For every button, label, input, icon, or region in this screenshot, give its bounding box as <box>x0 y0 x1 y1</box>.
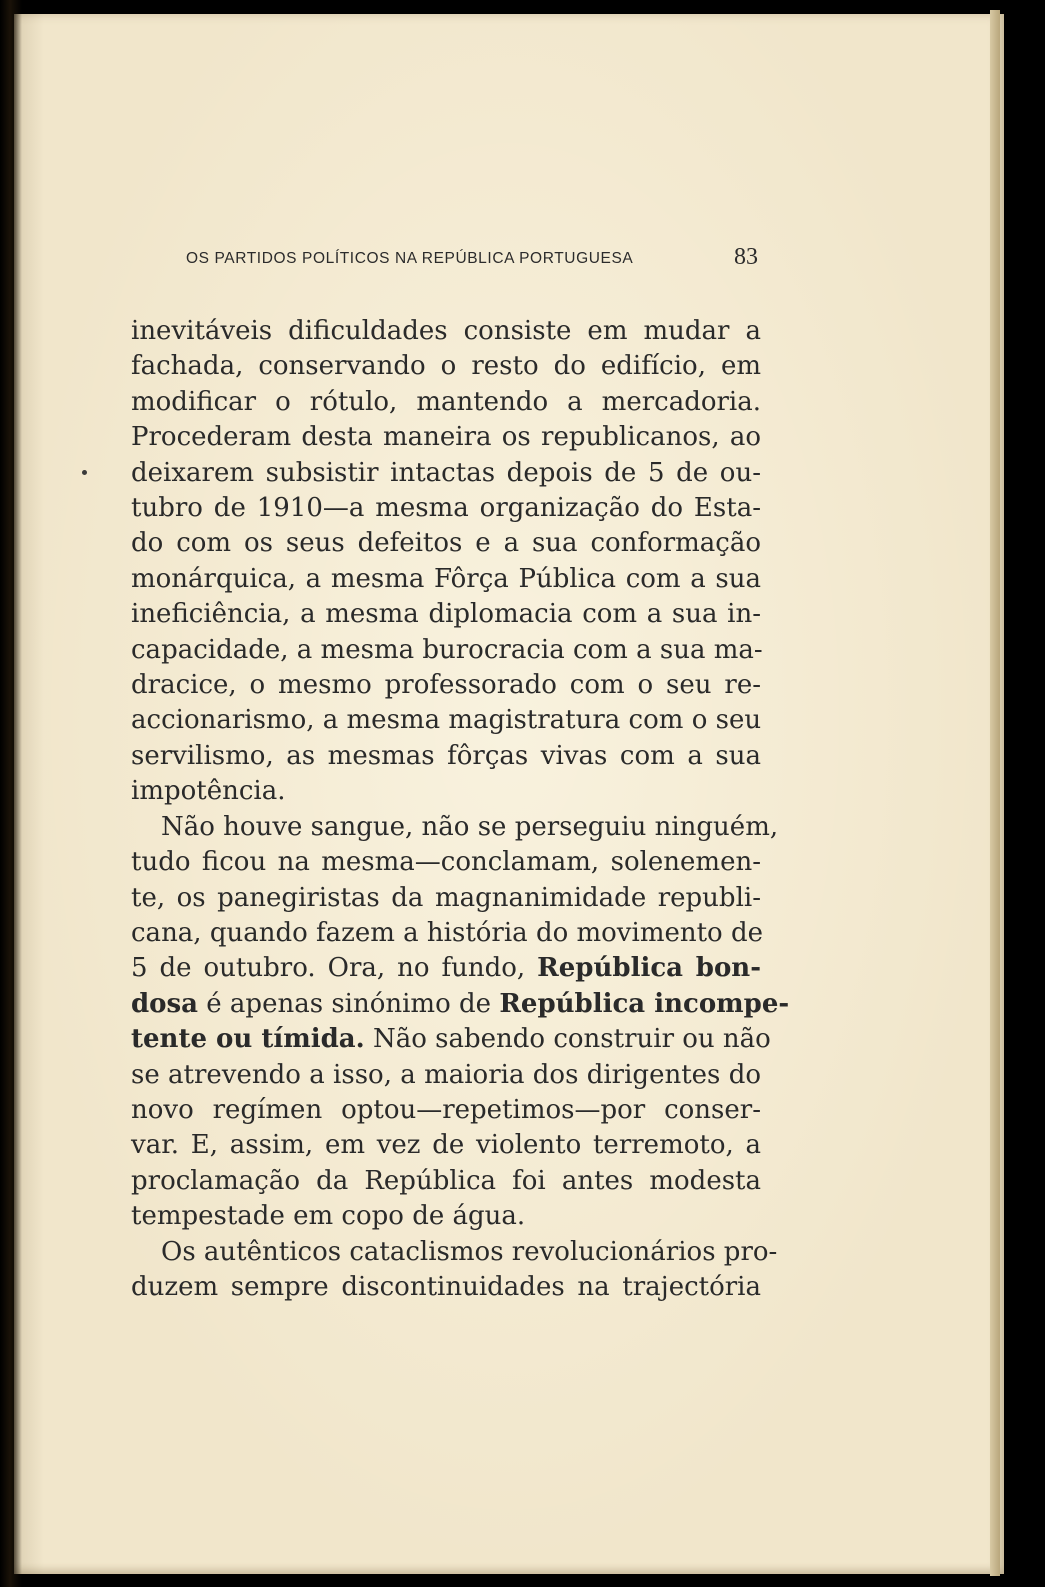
text-line: do com os seus defeitos e a sua conformação <box>131 528 761 559</box>
running-header <box>186 244 758 272</box>
paragraph-2 <box>131 810 790 1235</box>
text-line: tempestade em copo de água. <box>131 1201 526 1232</box>
text-run: 5 de outubro. Ora, no fundo, <box>131 953 538 984</box>
text-line: ineficiência, a mesma diplomacia com a sua in- <box>131 599 761 630</box>
text-line: capacidade, a mesma burocracia com a sua ma- <box>131 634 763 665</box>
bold-phrase: dosa <box>131 988 199 1019</box>
spine-shadow <box>0 0 22 1587</box>
running-title: OS PARTIDOS POLÍTICOS NA REPÚBLICA PORTUGUESA <box>186 250 634 267</box>
text-line <box>131 951 761 986</box>
body-text <box>131 314 790 1305</box>
text-line: tudo ficou na mesma—conclamam, solenemen- <box>131 847 761 878</box>
text-line: Não houve sangue, não se perseguiu ninguém, <box>161 811 779 842</box>
text-line: fachada, conservando o resto do edifício, em <box>131 351 761 382</box>
paragraph-1 <box>131 314 761 810</box>
text-line: monárquica, a mesma Fôrça Pública com a sua <box>131 563 761 594</box>
text-line: inevitáveis dificuldades consiste em mudar a <box>131 316 761 346</box>
page-edge <box>990 10 1000 1576</box>
text-line: servilismo, as mesmas fôrças vivas com a sua <box>131 740 761 771</box>
text-line: Procederam desta maneira os republicanos, ao <box>131 422 761 453</box>
text-line: accionarismo, a mesma magistratura com o seu <box>131 705 762 736</box>
text-line: se atrevendo a isso, a maioria dos dirigentes do <box>131 1059 761 1090</box>
text-line: modificar o rótulo, mantendo a mercadoria. <box>131 386 761 417</box>
text-line <box>131 987 790 1022</box>
bold-phrase: República incompe- <box>499 988 790 1019</box>
bold-phrase: República bon- <box>537 953 761 984</box>
text-line: proclamação da República foi antes modesta <box>131 1165 761 1196</box>
text-run: Não sabendo construir ou não <box>364 1024 771 1055</box>
text-line: te, os panegiristas da magnanimidade republi- <box>131 882 761 913</box>
text-line: tubro de 1910—a mesma organização do Esta- <box>131 493 761 524</box>
text-run: é apenas sinónimo de <box>198 988 500 1019</box>
text-line: dracice, o mesmo professorado com o seu re- <box>131 670 761 701</box>
paragraph-3 <box>131 1235 778 1306</box>
bold-phrase: tente ou tímida. <box>131 1024 365 1055</box>
text-line <box>131 1022 771 1057</box>
text-line: cana, quando fazem a história do movimento de <box>131 917 763 948</box>
text-line: impotência. <box>131 776 286 807</box>
text-line: duzem sempre discontinuidades na trajectória <box>131 1271 761 1302</box>
page-sheet <box>14 14 1004 1574</box>
text-line: novo regímen optou—repetimos—por conser- <box>131 1094 761 1125</box>
text-line: var. E, assim, em vez de violento terremoto, a <box>131 1130 761 1161</box>
margin-mark <box>82 470 87 475</box>
text-line: deixarem subsistir intactas depois de 5 de ou- <box>131 457 761 488</box>
page-number: 83 <box>734 244 758 270</box>
text-line: Os autênticos cataclismos revolucionários pro- <box>161 1236 778 1267</box>
